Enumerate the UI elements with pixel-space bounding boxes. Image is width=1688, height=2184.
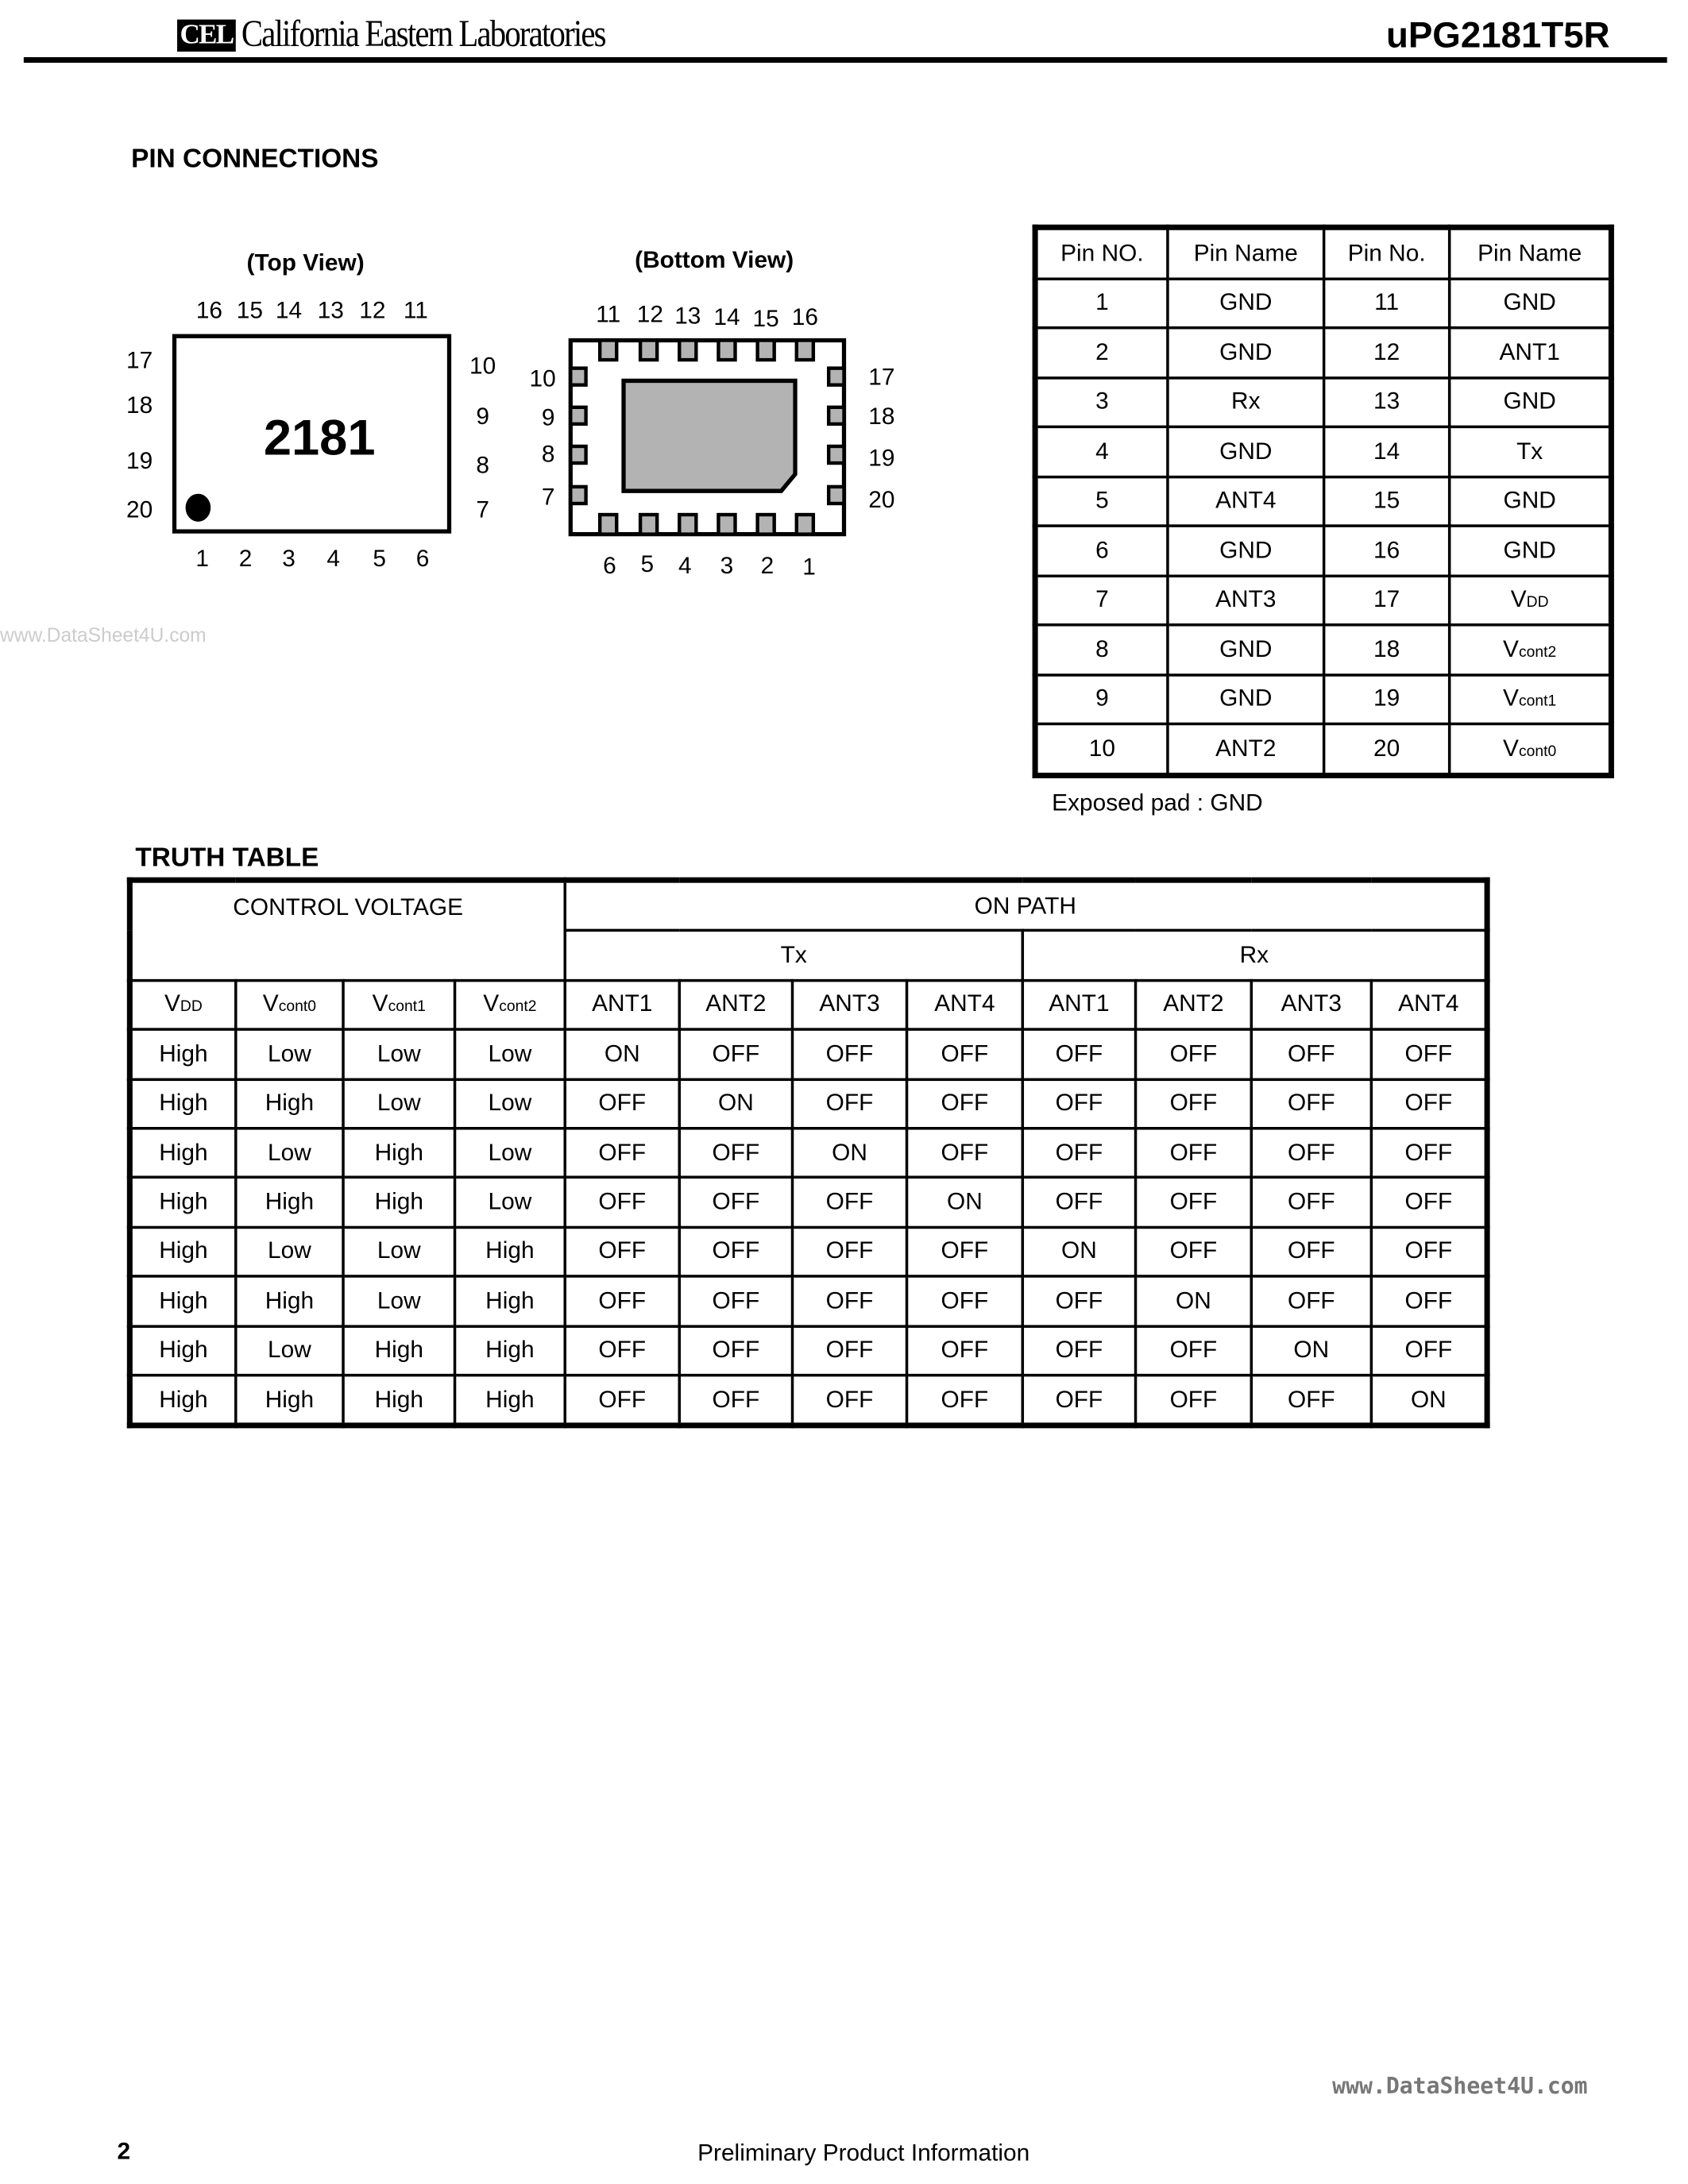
table-cell: Low bbox=[343, 1276, 454, 1325]
top-view-diagram bbox=[126, 250, 496, 572]
table-cell bbox=[1450, 575, 1612, 624]
column-header bbox=[236, 980, 343, 1029]
truth-table bbox=[127, 878, 1490, 1429]
pin-label: 20 bbox=[126, 496, 153, 523]
table-cell: OFF bbox=[1022, 1029, 1135, 1078]
table-cell: High bbox=[236, 1276, 343, 1325]
watermark-right: www.DataSheet4U.com bbox=[1332, 2072, 1588, 2100]
table-cell: OFF bbox=[1371, 1178, 1487, 1227]
pin-label: 5 bbox=[640, 551, 655, 578]
table-cell: 10 bbox=[1035, 723, 1168, 774]
pin-label: 14 bbox=[713, 304, 740, 331]
table-cell: OFF bbox=[1022, 1325, 1135, 1375]
table-cell: GND bbox=[1450, 377, 1612, 426]
pin-pad bbox=[797, 515, 813, 534]
table-cell: OFF bbox=[565, 1276, 679, 1325]
table-cell: OFF bbox=[793, 1227, 907, 1276]
table-cell: 13 bbox=[1324, 377, 1450, 426]
voltage-label: Vcont1 bbox=[1503, 685, 1557, 712]
column-header: Pin Name bbox=[1168, 227, 1324, 278]
table-cell: OFF bbox=[565, 1325, 679, 1375]
pin-label: 6 bbox=[603, 552, 616, 579]
pin-label: 14 bbox=[275, 297, 303, 324]
pin-label: 16 bbox=[195, 297, 223, 324]
table-cell: 12 bbox=[1324, 328, 1450, 377]
table-cell: OFF bbox=[793, 1325, 907, 1375]
table-cell: High bbox=[129, 1029, 235, 1078]
table-cell: OFF bbox=[565, 1375, 679, 1426]
table-cell: Low bbox=[236, 1227, 343, 1276]
package-marking: 2181 bbox=[263, 410, 376, 466]
table-row bbox=[1035, 625, 1611, 674]
pin-label: 3 bbox=[720, 552, 734, 579]
table-cell: OFF bbox=[907, 1325, 1023, 1375]
table-cell: OFF bbox=[1136, 1029, 1252, 1078]
on-path-header: ON PATH bbox=[565, 880, 1487, 931]
pin-label: 4 bbox=[326, 546, 341, 573]
table-cell: OFF bbox=[1251, 1178, 1371, 1227]
table-cell: ON bbox=[679, 1079, 792, 1129]
table-cell: High bbox=[343, 1129, 454, 1178]
table-cell bbox=[1450, 674, 1612, 723]
table-cell: Low bbox=[236, 1129, 343, 1178]
table-cell: ON bbox=[793, 1129, 907, 1178]
table-cell: OFF bbox=[565, 1079, 679, 1129]
column-header: ANT4 bbox=[907, 980, 1023, 1029]
table-cell: High bbox=[455, 1227, 566, 1276]
pin-pad bbox=[797, 341, 813, 361]
pin-label: 13 bbox=[674, 303, 701, 330]
voltage-label: VDD bbox=[164, 990, 203, 1018]
pin-label: 2 bbox=[238, 546, 253, 573]
pin-pad bbox=[829, 369, 844, 385]
table-cell: ON bbox=[1371, 1375, 1487, 1426]
table-cell: High bbox=[455, 1276, 566, 1325]
table-cell: OFF bbox=[1022, 1178, 1135, 1227]
table-cell: GND bbox=[1168, 328, 1324, 377]
truth-column-row bbox=[129, 980, 1487, 1029]
table-cell: High bbox=[129, 1227, 235, 1276]
part-number: uPG2181T5R bbox=[1385, 14, 1610, 56]
table-cell: OFF bbox=[679, 1325, 792, 1375]
table-cell: GND bbox=[1450, 278, 1612, 327]
table-row bbox=[1035, 477, 1611, 526]
pin-pad bbox=[570, 446, 585, 463]
table-cell: ON bbox=[1251, 1325, 1371, 1375]
table-row bbox=[129, 1079, 1487, 1129]
watermark-left: www.DataSheet4U.com bbox=[0, 623, 207, 646]
pin-label: 2 bbox=[760, 552, 774, 579]
table-cell: OFF bbox=[1251, 1129, 1371, 1178]
table-cell: 19 bbox=[1324, 674, 1450, 723]
pin-label: 9 bbox=[476, 403, 489, 430]
pin-label: 19 bbox=[868, 445, 895, 472]
table-cell: OFF bbox=[1136, 1079, 1252, 1129]
table-cell: OFF bbox=[907, 1375, 1023, 1426]
column-header bbox=[455, 980, 566, 1029]
pin-label: 17 bbox=[868, 364, 895, 391]
table-cell: OFF bbox=[907, 1079, 1023, 1129]
pin-label: 7 bbox=[476, 496, 489, 523]
table-cell: GND bbox=[1168, 674, 1324, 723]
pin-label: 19 bbox=[126, 448, 153, 475]
column-header: Pin NO. bbox=[1035, 227, 1168, 278]
table-cell: GND bbox=[1168, 526, 1324, 575]
table-cell: 11 bbox=[1324, 278, 1450, 327]
table-cell: High bbox=[129, 1079, 235, 1129]
pin-label: 18 bbox=[868, 403, 895, 430]
table-cell: OFF bbox=[793, 1178, 907, 1227]
table-cell: 4 bbox=[1035, 426, 1168, 476]
bottom-view-diagram bbox=[530, 247, 895, 580]
table-cell: High bbox=[455, 1325, 566, 1375]
top-view-label: (Top View) bbox=[246, 249, 365, 276]
pin-table bbox=[1033, 225, 1614, 778]
table-cell: ANT1 bbox=[1450, 328, 1612, 377]
table-cell bbox=[1450, 723, 1612, 774]
table-row bbox=[129, 1178, 1487, 1227]
table-cell: Low bbox=[343, 1029, 454, 1078]
pin-label: 8 bbox=[541, 441, 555, 468]
pin-label: 13 bbox=[317, 297, 344, 324]
table-cell: High bbox=[236, 1079, 343, 1129]
table-cell: OFF bbox=[1136, 1375, 1252, 1426]
table-cell: GND bbox=[1168, 625, 1324, 674]
table-cell: Low bbox=[343, 1227, 454, 1276]
pin-label: 12 bbox=[636, 301, 663, 328]
column-header bbox=[343, 980, 454, 1029]
pin-label: 16 bbox=[791, 304, 818, 331]
pin-pad bbox=[758, 515, 774, 534]
table-cell: 8 bbox=[1035, 625, 1168, 674]
table-cell: OFF bbox=[1371, 1276, 1487, 1325]
table-row bbox=[1035, 278, 1611, 327]
column-header: ANT2 bbox=[1136, 980, 1252, 1029]
table-cell: OFF bbox=[1251, 1276, 1371, 1325]
table-cell: High bbox=[343, 1178, 454, 1227]
pin-label: 18 bbox=[126, 392, 153, 419]
table-row bbox=[1035, 723, 1611, 774]
voltage-label: Vcont2 bbox=[1503, 635, 1557, 662]
pin-label: 5 bbox=[373, 546, 386, 573]
table-cell: GND bbox=[1450, 477, 1612, 526]
voltage-label: Vcont1 bbox=[372, 990, 426, 1018]
pin-label: 12 bbox=[359, 297, 386, 324]
table-cell: High bbox=[129, 1276, 235, 1325]
table-cell: Low bbox=[455, 1129, 566, 1178]
truth-header-row bbox=[129, 880, 1487, 931]
table-cell: ON bbox=[907, 1178, 1023, 1227]
table-cell: ANT4 bbox=[1168, 477, 1324, 526]
table-cell: 14 bbox=[1324, 426, 1450, 476]
table-cell: ON bbox=[565, 1029, 679, 1078]
table-cell: OFF bbox=[1136, 1178, 1252, 1227]
table-cell: OFF bbox=[793, 1079, 907, 1129]
control-voltage-header: CONTROL VOLTAGE bbox=[129, 880, 565, 980]
table-cell: Tx bbox=[1450, 426, 1612, 476]
table-cell: OFF bbox=[1371, 1029, 1487, 1078]
table-cell: OFF bbox=[1251, 1029, 1371, 1078]
pin-label: 1 bbox=[802, 554, 816, 581]
pin-pad bbox=[600, 515, 616, 534]
footer-text: Preliminary Product Information bbox=[697, 2140, 1030, 2167]
pin-pad bbox=[570, 407, 585, 424]
table-cell: 18 bbox=[1324, 625, 1450, 674]
table-cell: 17 bbox=[1324, 575, 1450, 624]
table-cell: GND bbox=[1168, 426, 1324, 476]
pin-label: 6 bbox=[415, 546, 430, 573]
table-cell: OFF bbox=[793, 1375, 907, 1426]
table-cell: OFF bbox=[1136, 1325, 1252, 1375]
table-cell: High bbox=[129, 1129, 235, 1178]
page-number: 2 bbox=[117, 2138, 131, 2165]
table-cell: OFF bbox=[1022, 1276, 1135, 1325]
pin-pad bbox=[600, 341, 616, 361]
table-cell: High bbox=[129, 1375, 235, 1426]
table-cell: OFF bbox=[907, 1029, 1023, 1078]
table-cell: OFF bbox=[679, 1375, 792, 1426]
column-header: ANT3 bbox=[1251, 980, 1371, 1029]
table-row bbox=[129, 1325, 1487, 1375]
pin-label: 15 bbox=[236, 297, 263, 324]
table-cell: OFF bbox=[1136, 1227, 1252, 1276]
table-cell: OFF bbox=[679, 1227, 792, 1276]
exposed-pad bbox=[624, 380, 795, 491]
table-row bbox=[129, 1276, 1487, 1325]
rx-header: Rx bbox=[1022, 931, 1487, 980]
pin-pad bbox=[829, 407, 844, 424]
pin-diagrams bbox=[0, 0, 976, 600]
voltage-label: Vcont0 bbox=[1503, 735, 1557, 762]
voltage-label: VDD bbox=[1510, 586, 1549, 613]
table-cell: Low bbox=[455, 1178, 566, 1227]
pin-pad bbox=[718, 341, 735, 361]
pin-pad bbox=[758, 341, 774, 361]
column-header: ANT1 bbox=[565, 980, 679, 1029]
table-cell: Low bbox=[455, 1079, 566, 1129]
voltage-label: Vcont0 bbox=[262, 990, 316, 1018]
pin-pad bbox=[679, 341, 696, 361]
table-cell: OFF bbox=[907, 1129, 1023, 1178]
pin-pad bbox=[718, 515, 735, 534]
table-cell: 2 bbox=[1035, 328, 1168, 377]
table-row bbox=[1035, 575, 1611, 624]
table-cell: High bbox=[236, 1375, 343, 1426]
pin-connections-title: PIN CONNECTIONS bbox=[131, 145, 379, 175]
table-cell: OFF bbox=[1371, 1129, 1487, 1178]
table-row bbox=[1035, 328, 1611, 377]
table-cell: Rx bbox=[1168, 377, 1324, 426]
table-cell: 15 bbox=[1324, 477, 1450, 526]
table-cell: OFF bbox=[565, 1129, 679, 1178]
table-cell: High bbox=[343, 1375, 454, 1426]
voltage-label: Vcont2 bbox=[483, 990, 537, 1018]
table-cell bbox=[1450, 625, 1612, 674]
table-cell: 16 bbox=[1324, 526, 1450, 575]
column-header: ANT2 bbox=[679, 980, 792, 1029]
table-cell: High bbox=[455, 1375, 566, 1426]
table-row bbox=[1035, 674, 1611, 723]
table-cell: 5 bbox=[1035, 477, 1168, 526]
pin-label: 1 bbox=[195, 546, 209, 573]
column-header: ANT4 bbox=[1371, 980, 1487, 1029]
table-cell: OFF bbox=[679, 1178, 792, 1227]
exposed-pad-note: Exposed pad : GND bbox=[1052, 789, 1263, 816]
cel-logo: CEL bbox=[177, 20, 236, 52]
table-cell: Low bbox=[343, 1079, 454, 1129]
bottom-view-label: (Bottom View) bbox=[635, 247, 794, 274]
table-cell: ANT3 bbox=[1168, 575, 1324, 624]
table-cell: ON bbox=[1136, 1276, 1252, 1325]
pin-table-header bbox=[1035, 227, 1611, 278]
table-cell: High bbox=[129, 1178, 235, 1227]
table-cell: OFF bbox=[1022, 1079, 1135, 1129]
table-cell: OFF bbox=[1251, 1375, 1371, 1426]
table-cell: OFF bbox=[565, 1178, 679, 1227]
table-cell: ON bbox=[1022, 1227, 1135, 1276]
table-cell: OFF bbox=[793, 1276, 907, 1325]
table-cell: GND bbox=[1168, 278, 1324, 327]
table-cell: OFF bbox=[793, 1029, 907, 1078]
table-cell: OFF bbox=[1136, 1129, 1252, 1178]
pin-pad bbox=[640, 341, 657, 361]
pin-label: 17 bbox=[126, 347, 153, 374]
tx-header: Tx bbox=[565, 931, 1022, 980]
table-cell: Low bbox=[236, 1325, 343, 1375]
table-cell: OFF bbox=[1022, 1375, 1135, 1426]
column-header: Pin Name bbox=[1450, 227, 1612, 278]
pin-pad bbox=[570, 369, 585, 385]
pin-pad bbox=[640, 515, 657, 534]
table-row bbox=[129, 1029, 1487, 1078]
table-cell: OFF bbox=[679, 1276, 792, 1325]
pin-label: 10 bbox=[529, 365, 556, 392]
table-cell: High bbox=[129, 1325, 235, 1375]
table-cell: OFF bbox=[1022, 1129, 1135, 1178]
table-cell: 1 bbox=[1035, 278, 1168, 327]
table-row bbox=[129, 1227, 1487, 1276]
pin-label: 15 bbox=[752, 305, 779, 332]
column-header: ANT3 bbox=[793, 980, 907, 1029]
pin1-dot-icon bbox=[186, 494, 211, 522]
table-cell: ANT2 bbox=[1168, 723, 1324, 774]
table-row bbox=[129, 1375, 1487, 1426]
pin-label: 11 bbox=[596, 301, 621, 328]
pin-label: 8 bbox=[476, 452, 489, 479]
column-header bbox=[129, 980, 235, 1029]
pin-label: 20 bbox=[868, 487, 895, 514]
table-cell: OFF bbox=[679, 1029, 792, 1078]
table-row bbox=[1035, 426, 1611, 476]
table-cell: OFF bbox=[1371, 1227, 1487, 1276]
truth-table-title: TRUTH TABLE bbox=[135, 843, 319, 874]
table-row bbox=[129, 1129, 1487, 1178]
table-cell: Low bbox=[455, 1029, 566, 1078]
pin-label: 4 bbox=[678, 552, 692, 579]
pin-label: 11 bbox=[403, 297, 428, 324]
table-cell: 7 bbox=[1035, 575, 1168, 624]
table-cell: OFF bbox=[679, 1129, 792, 1178]
pin-label: 10 bbox=[469, 353, 496, 380]
table-cell: OFF bbox=[1251, 1227, 1371, 1276]
table-cell: 20 bbox=[1324, 723, 1450, 774]
pin-pad bbox=[829, 446, 844, 463]
column-header: ANT1 bbox=[1022, 980, 1135, 1029]
pin-pad bbox=[570, 487, 585, 504]
table-cell: GND bbox=[1450, 526, 1612, 575]
company-name: California Eastern Laboratories bbox=[241, 12, 605, 55]
pin-pad bbox=[829, 487, 844, 504]
table-cell: 6 bbox=[1035, 526, 1168, 575]
pin-label: 3 bbox=[282, 546, 295, 573]
table-cell: OFF bbox=[565, 1227, 679, 1276]
table-cell: OFF bbox=[907, 1276, 1023, 1325]
column-header: Pin No. bbox=[1324, 227, 1450, 278]
table-cell: OFF bbox=[1371, 1079, 1487, 1129]
pin-label: 7 bbox=[541, 484, 555, 511]
table-cell: OFF bbox=[907, 1227, 1023, 1276]
table-cell: 9 bbox=[1035, 674, 1168, 723]
table-cell: OFF bbox=[1371, 1325, 1487, 1375]
table-cell: Low bbox=[236, 1029, 343, 1078]
table-cell: High bbox=[236, 1178, 343, 1227]
table-cell: OFF bbox=[1251, 1079, 1371, 1129]
table-cell: 3 bbox=[1035, 377, 1168, 426]
table-row bbox=[1035, 377, 1611, 426]
pin-pad bbox=[679, 515, 696, 534]
table-row bbox=[1035, 526, 1611, 575]
pin-label: 9 bbox=[541, 404, 555, 431]
table-cell: High bbox=[343, 1325, 454, 1375]
